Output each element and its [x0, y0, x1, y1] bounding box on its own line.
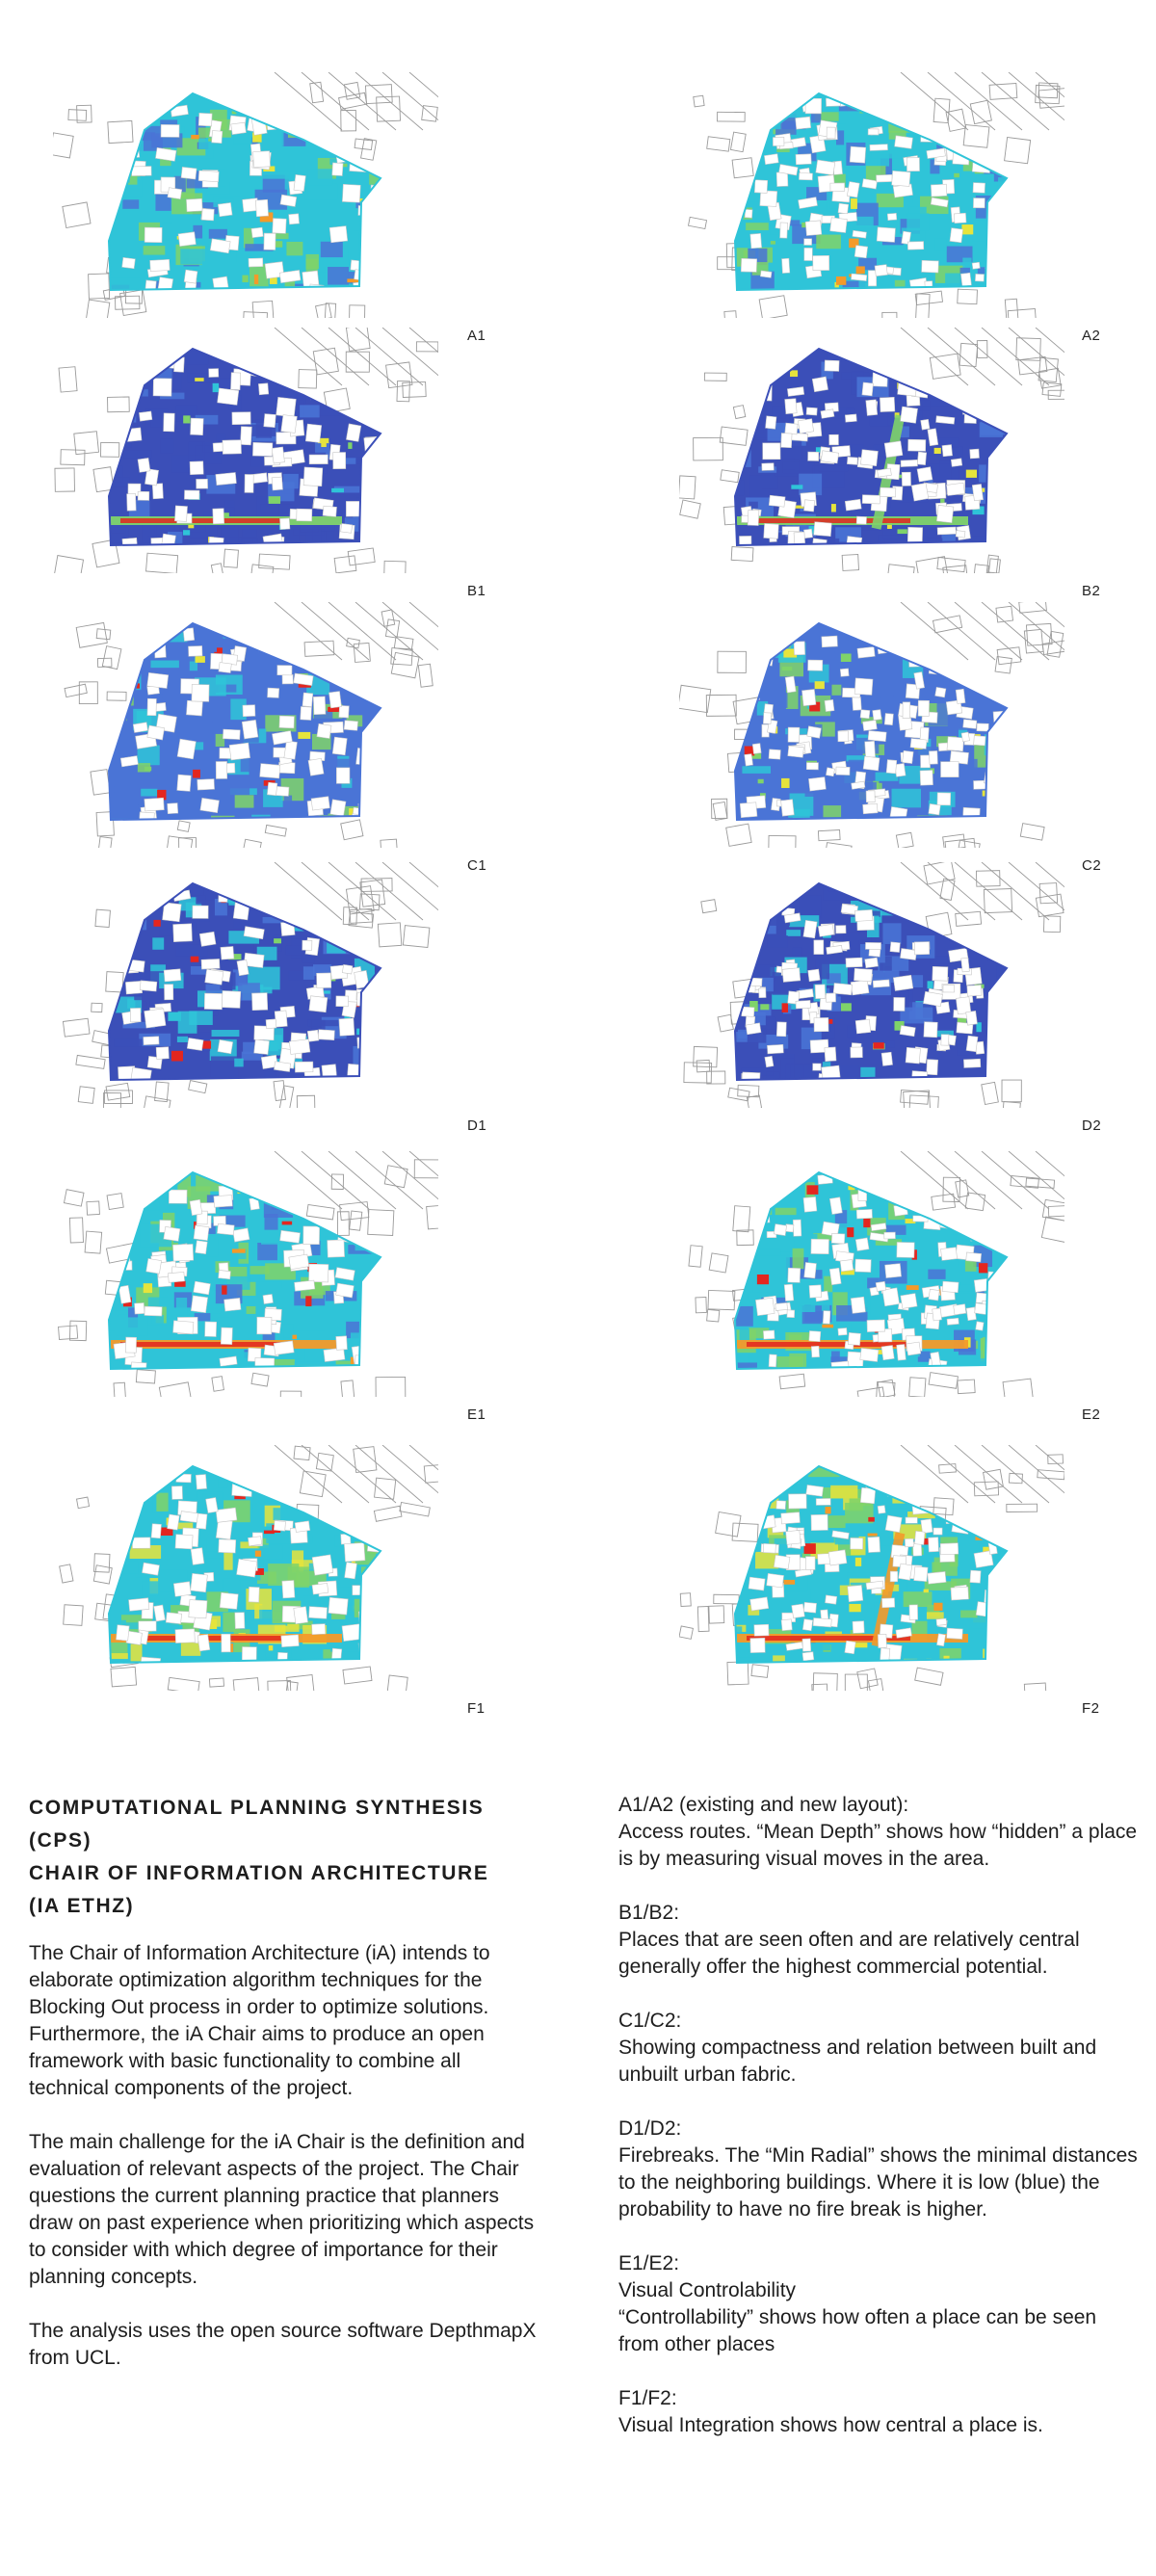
- heat-map-plan: [53, 328, 438, 573]
- legend-entry-text: Showing compactness and relation between built and unbuilt urban fabric.: [618, 2037, 1097, 2086]
- map-c1: [53, 602, 438, 848]
- legend-entry-title: B1/B2:: [618, 1902, 680, 1924]
- map-label: A2: [1082, 328, 1101, 344]
- map-label: D2: [1082, 1117, 1102, 1134]
- heat-map-plan: [53, 862, 438, 1108]
- legend-entry-b: [618, 1900, 1139, 1981]
- legend-entry-text: Access routes. “Mean Depth” shows how “hidden” a place is by measuring visual moves in the area.: [618, 1821, 1138, 1870]
- challenge-paragraph: The main challenge for the iA Chair is the definition and evaluation of relevant aspects of the project. The Chair questions the current planning practice that planners draw on past experience when prioritizing which aspects to consider with which degree of importance for their planning concepts.: [29, 2131, 535, 2288]
- legend-entry-text: “Controllability” shows how often a place can be seen from other places: [618, 2306, 1097, 2355]
- map-label: E1: [467, 1406, 486, 1423]
- heat-map-plan: [53, 602, 438, 848]
- legend-entry-text: Firebreaks. The “Min Radial” shows the minimal distances to the neighboring buildings. Where it is low (blue) the probability to have no fire break is higher.: [618, 2144, 1138, 2221]
- legend-entry-title: F1/F2:: [618, 2387, 677, 2409]
- map-a1: [53, 72, 438, 318]
- heat-map-plan: [679, 862, 1064, 1108]
- map-label: A1: [467, 328, 486, 344]
- map-label: B1: [467, 583, 486, 599]
- map-b1: [53, 328, 438, 573]
- map-label: C2: [1082, 857, 1102, 874]
- map-label: F2: [1082, 1700, 1100, 1717]
- legend-entry-title: C1/C2:: [618, 2010, 682, 2032]
- legend-entry-f: [618, 2385, 1139, 2439]
- left-text-column: [29, 1792, 539, 2399]
- legend-entry-title: A1/A2 (existing and new layout):: [618, 1794, 909, 1816]
- heat-map-plan: [679, 1445, 1064, 1691]
- heat-map-plan: [53, 72, 438, 318]
- map-f1: [53, 1445, 438, 1691]
- map-f2: [679, 1445, 1064, 1691]
- right-text-column: [618, 1792, 1139, 2466]
- legend-entry-e: [618, 2250, 1139, 2358]
- heat-map-plan: [53, 1151, 438, 1397]
- map-label: B2: [1082, 583, 1101, 599]
- heat-map-plan: [679, 328, 1064, 573]
- legend-entry-title: D1/D2:: [618, 2117, 682, 2140]
- map-b2: [679, 328, 1064, 573]
- legend-entry-text: Visual Integration shows how central a place is.: [618, 2414, 1043, 2436]
- heat-map-plan: [53, 1445, 438, 1691]
- map-label: D1: [467, 1117, 487, 1134]
- heading-line-3: CHAIR OF INFORMATION ARCHITECTURE: [29, 1862, 489, 1884]
- map-d1: [53, 862, 438, 1108]
- heat-map-plan: [679, 72, 1064, 318]
- legend-entry-text: Places that are seen often and are relatively central generally offer the highest commercial potential.: [618, 1929, 1080, 1978]
- map-a2: [679, 72, 1064, 318]
- map-label: E2: [1082, 1406, 1101, 1423]
- heat-map-plan: [679, 1151, 1064, 1397]
- map-label: F1: [467, 1700, 486, 1717]
- legend-entry-d: [618, 2116, 1139, 2223]
- map-d2: [679, 862, 1064, 1108]
- heat-map-plan: [679, 602, 1064, 848]
- legend-entry-a: [618, 1792, 1139, 1873]
- software-paragraph: The analysis uses the open source software DepthmapX from UCL.: [29, 2320, 537, 2369]
- intro-paragraph: The Chair of Information Architecture (iA) intends to elaborate optimization algorithm techniques for the Blocking Out process in order to optimize solutions. Furthermore, the iA Chair aims to produce an open framework with basic functionality to combine all technical components of the project.: [29, 1942, 490, 2099]
- map-e1: [53, 1151, 438, 1397]
- legend-entry-title: E1/E2:: [618, 2252, 680, 2274]
- map-e2: [679, 1151, 1064, 1397]
- map-c2: [679, 602, 1064, 848]
- heading-line-1: COMPUTATIONAL PLANNING SYNTHESIS: [29, 1797, 485, 1819]
- legend-entry-c: [618, 2008, 1139, 2089]
- heading-line-2: (CPS): [29, 1829, 92, 1852]
- heading-line-4: (IA ETHZ): [29, 1895, 135, 1917]
- map-label: C1: [467, 857, 487, 874]
- legend-entry-text: Visual Controlability: [618, 2279, 797, 2301]
